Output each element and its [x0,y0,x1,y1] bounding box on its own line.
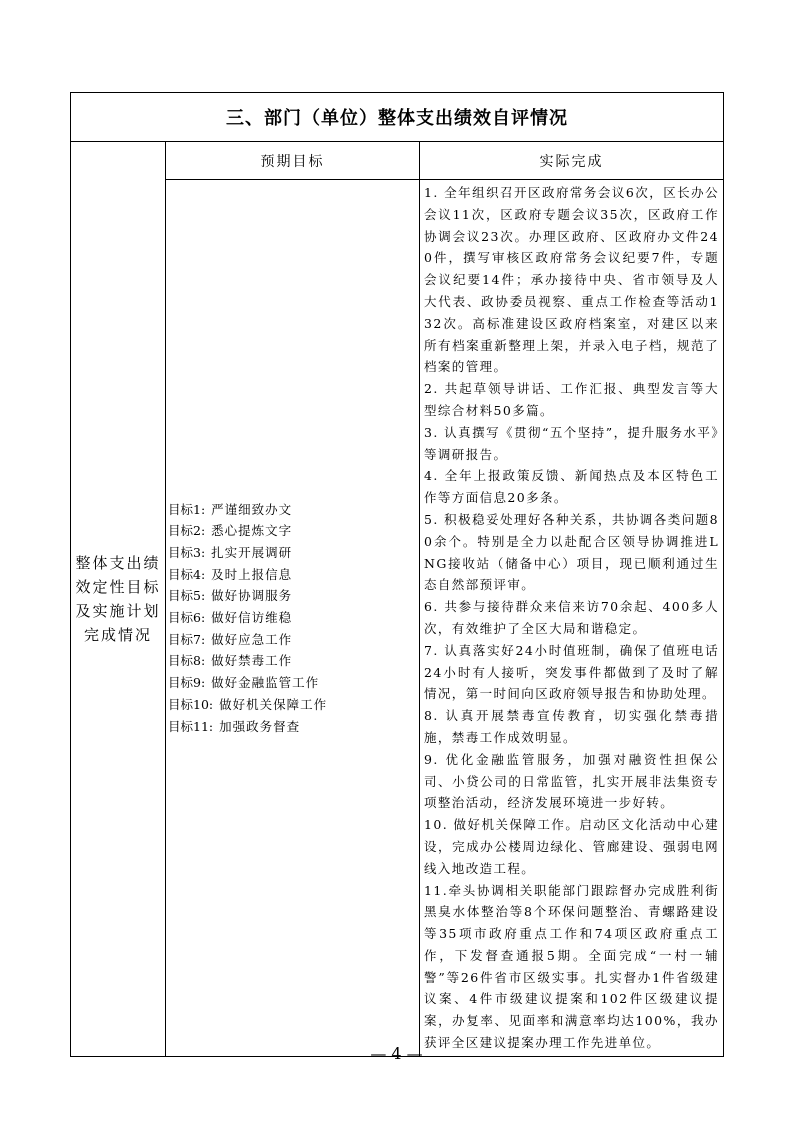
target-text: 加强政务督查 [219,718,301,734]
target-text: 及时上报信息 [211,566,293,582]
row-label-line: 效定性目标 [75,577,161,596]
target-item [168,564,417,586]
target-label: 目标11: [168,718,214,734]
title-row [71,93,724,142]
target-label: 目标1: [168,501,206,517]
row-label-line: 及实施计划 [75,601,161,620]
target-item [168,650,417,672]
section-title: 三、部门（单位）整体支出绩效自评情况 [71,93,724,142]
target-label: 目标8: [168,653,206,669]
page-number: — 4 — [370,1044,423,1063]
actual-item: 7. 认真落实好24小时值班制，确保了值班电话24小时有人接听，突发事件都做到了及时了解情况，第一时间向区政府领导报告和协助处理。 [424,642,720,702]
row-label-line: 整体支出绩 [75,553,161,572]
actual-item: 1. 全年组织召开区政府常务会议6次，区长办公会议11次，区政府专题会议35次，区政府工作协调会议23次。办理区政府、区政府办文件240件，撰写审核区政府常务会议纪要7件，专题会议纪要14件；承办接待中央、省市领导及人大代表、政协委员视察、重点工作检查等活动132次。高标准建设区政府档案室，对建区以来所有档案重新整理上架，并录入电子档，规范了档案的管理。 [424,185,720,375]
row-label-line: 完成情况 [83,625,152,644]
target-label: 目标9: [168,675,206,691]
actual-item: 9. 优化金融监管服务，加强对融资性担保公司、小贷公司的日常监管，扎实开展非法集资专项整治活动，经济发展环境进一步好转。 [424,751,720,811]
target-item [168,672,417,694]
target-text: 做好机关保障工作 [219,696,328,712]
actual-item: 6. 共参与接待群众来信来访70余起、400多人次，有效维护了全区大局和谐稳定。 [424,599,720,636]
self-evaluation-table [70,92,724,1057]
target-item [168,629,417,651]
header-actual-completion: 实际完成 [420,142,724,180]
header-expected-targets: 预期目标 [166,142,420,180]
actual-completion-list [420,180,724,1057]
actual-item: 3. 认真撰写《贯彻“五个坚持”，提升服务水平》等调研报告。 [424,424,720,462]
target-text: 做好协调服务 [211,588,293,604]
targets-list [166,180,420,1057]
target-text: 做好信访维稳 [211,610,293,626]
target-text: 做好禁毒工作 [211,653,293,669]
target-text: 悉心提炼文字 [211,523,293,539]
performance-table [70,92,723,1057]
target-text: 做好金融监管工作 [211,675,320,691]
target-item [168,542,417,564]
target-text: 做好应急工作 [211,631,293,647]
header-row [71,142,724,180]
target-label: 目标6: [168,610,206,626]
target-item [168,520,417,542]
actual-item: 5. 积极稳妥处理好各种关系，共协调各类问题80余个。特别是全力以赴配合区领导协调推进LNG接收站（储备中心）项目，现已顺利通过生态自然部预评审。 [424,511,720,593]
target-label: 目标2: [168,523,206,539]
actual-item: 10. 做好机关保障工作。启动区文化活动中心建设，完成办公楼周边绿化、管廊建设、强弱电网线入地改造工程。 [424,817,720,876]
actual-item: 11.牵头协调相关职能部门跟踪督办完成胜利街黑臭水体整治等8个环保问题整治、青螺路建设等35项市政府重点工作和74项区政府重点工作，下发督查通报5期。全面完成“一村一辅警”等26件省市区级实事。扎实督办1件省级建议案、4件市级建议提案和102件区级建议提案，办复率、见面率和满意率均达100%，我办获评全区建议提案办理工作先进单位。 [424,882,720,1051]
target-text: 严谨细致办文 [211,501,293,517]
target-label: 目标4: [168,566,206,582]
row-label [71,142,166,1057]
target-label: 目标5: [168,588,206,604]
target-item [168,499,417,521]
target-item [168,607,417,629]
target-label: 目标10: [168,696,214,712]
actual-item: 8. 认真开展禁毒宣传教育，切实强化禁毒措施，禁毒工作成效明显。 [424,708,720,745]
target-text: 扎实开展调研 [211,544,293,560]
target-label: 目标7: [168,631,206,647]
target-label: 目标3: [168,544,206,560]
content-row [71,180,724,1057]
actual-item: 4. 全年上报政策反馈、新闻热点及本区特色工作等方面信息20多条。 [424,468,720,506]
target-item [168,716,417,738]
actual-item: 2. 共起草领导讲话、工作汇报、典型发言等大型综合材料50多篇。 [424,381,720,418]
target-item [168,585,417,607]
target-item [168,694,417,716]
